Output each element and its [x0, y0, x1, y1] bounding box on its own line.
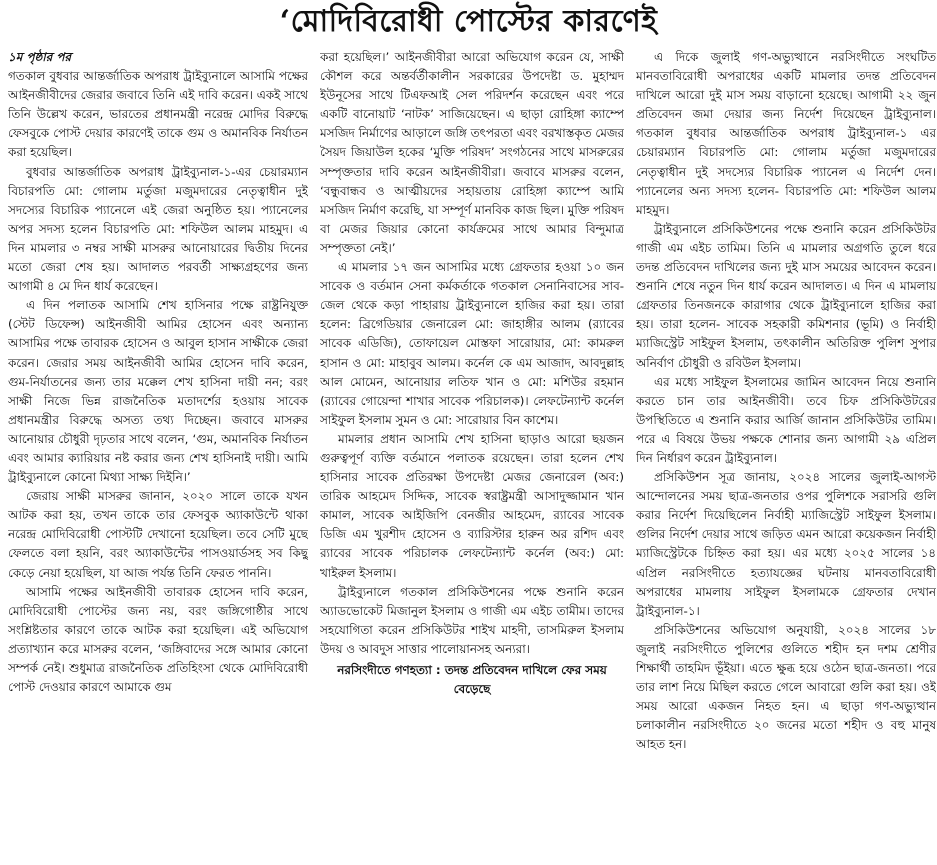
paragraph: এর মধ্যে সাইফুল ইসলামের জামিন আবেদন নিয়ে শুনানি করতে চান তার আইনজীবী। তবে চিফ প্রসিকিউটরের উপস্থিতিতে এ শুনানি করার আর্জি জানান প্রসিকিউটর তামিম। পরে এ বিষয়ে উভয় পক্ষকে শোনার জন্য আগামী ২৯ এপ্রিল দিন নির্ধারণ করেন ট্রাইব্যুনাল।: [636, 374, 936, 465]
paragraph: ট্রাইব্যুনালে প্রসিকিউশনের পক্ষে শুনানি করেন প্রসিকিউটর গাজী এম এইচ তামিম। তিনি এ মামলার অগ্রগতি তুলে ধরে তদন্ত প্রতিবেদন দাখিলের জন্য দুই মাস সময়ের আবেদন করেন। শুনানি শেষে নতুন দিন ধার্য করেন আদালত। এ দিন এ মামলায় গ্রেফতার তিনজনকে কারাগার থেকে ট্রাইব্যুনালে হাজির করা হয়। তারা হলেন- সাবেক সহকারী কমিশনার (ভূমি) ও নির্বাহী ম্যাজিস্ট্রেট সাইফুল ইসলাম, তৎকালীন অতিরিক্ত পুলিশ সুপার অনির্বাণ চৌধুরী ও রবিউল ইসলাম।: [636, 221, 936, 370]
paragraph: ট্রাইব্যুনালে গতকাল প্রসিকিউশনের পক্ষে শুনানি করেন অ্যাডভোকেট মিজানুল ইসলাম ও গাজী এম এইচ তামীম। তাদের সহযোগিতা করেন প্রসিকিউটর শাইখ মাহদী, তাসমিরুল ইসলাম উদয় ও আবদুস সাত্তার পালোয়ানসহ অন্যরা।: [320, 584, 624, 656]
paragraph: এ দিকে জুলাই গণ-অভ্যুত্থানে নরসিংদীতে সংঘটিত মানবতাবিরোধী অপরাধের একটি মামলার তদন্ত প্রতিবেদন দাখিলে আরো দুই মাস সময় বাড়ানো হয়েছে। আগামী ২২ জুন প্রতিবেদন জমা দেয়ার জন্য নির্দেশ দিয়েছেন ট্রাইব্যুনাল। গতকাল বুধবার আন্তর্জাতিক অপরাধ ট্রাইব্যুনাল-১ এর চেয়ারম্যান বিচারপতি মো: গোলাম মর্তুজা মজুমদারের নেতৃত্বাধীন দুই সদস্যের বিচারিক প্যানেল এ নির্দেশ দেন। প্যানেলের অন্য সদস্য হলেন- বিচারপতি মো: শফিউল আলম মাহমুদ।: [636, 50, 936, 217]
paragraph: এ দিন পলাতক আসামি শেখ হাসিনার পক্ষে রাষ্ট্রনিযুক্ত (স্টেট ডিফেন্স) আইনজীবী আমির হোসেন এবং অন্যান্য আসামির পক্ষে তাবারক হোসেন ও আবুল হাসান সাক্ষীকে জেরা করেন। জেরার সময় আইনজীবী আমির হোসেন দাবি করেন, গুম-নির্যাতনের জন্য তার মক্কেল শেখ হাসিনা দায়ী নন; বরং সাক্ষী নিজে ভিন্ন রাজনৈতিক মতাদর্শের হওয়ায় সাবেক প্রধানমন্ত্রীর বিরুদ্ধে অসত্য তথ্য দিচ্ছেন। জবাবে মাসরুর আনোয়ার চৌধুরী দৃঢ়তার সাথে বলেন, ‘গুম, অমানবিক নির্যাতন এবং আমার ক্যারিয়ার নষ্ট করার জন্য শেখ হাসিনাই দায়ী। আমি ট্রাইব্যুনালে কোনো মিথ্যা সাক্ষ্য দিইনি।’: [8, 298, 308, 485]
column-3: [636, 48, 936, 860]
section-subheading: নরসিংদীতে গণহত্যা : তদন্ত প্রতিবেদন দাখিলে ফের সময় বেড়েছে: [337, 663, 607, 697]
paragraph: করা হয়েছিল।’ আইনজীবীরা আরো অভিযোগ করেন যে, সাক্ষী কৌশল করে অন্তর্বর্তীকালীন সরকারের উপদেষ্টা ড. মুহাম্মদ ইউনূসের সাথে টিএফআই সেল পরিদর্শন করেছেন এবং পরে একটি বানোয়াট ‘নাটক’ সাজিয়েছেন। এ ছাড়া রোহিঙ্গা ক্যাম্পে মসজিদ নির্মাণের আড়ালে জঙ্গি তৎপরতা এবং বরখাস্তকৃত মেজর সৈয়দ জিয়াউল হকের ‘মুক্তি পরিষদ’ সংগঠনের সাথে মাসরুরের সম্পৃক্ততার দাবি করেন আইনজীবীরা। জবাবে মাসরুর বলেন, ‘বন্ধুবান্ধব ও আত্মীয়দের সহায়তায় রোহিঙ্গা ক্যাম্পে আমি মসজিদ নির্মাণ করেছি, যা সম্পূর্ণ মানবিক কাজ ছিল। মুক্তি পরিষদ বা মেজর জিয়ার কোনো কার্যক্রমের সাথে আমার বিন্দুমাত্র সম্পৃক্ততা নেই।’: [320, 50, 624, 255]
article-columns: [6, 48, 936, 860]
paragraph: প্রসিকিউশনের অভিযোগ অনুযায়ী, ২০২৪ সালের ১৮ জুলাই নরসিংদীতে পুলিশের গুলিতে শহীদ হন দশম শ্রেণীর শিক্ষার্থী তাহমিদ ভূঁইয়া। এতে ক্ষুব্ধ হয়ে ওঠেন ছাত্র-জনতা। পরে তার লাশ নিয়ে মিছিল করতে গেলে আবারো গুলি করা হয়। ওই সময় আরো একজন নিহত হন। এ ছাড়া গণ-অভ্যুত্থান চলাকালীন নরসিংদীতে ২০ জনের মতো শহীদ ও বহু মানুষ আহত হন।: [636, 622, 936, 752]
paragraph: জেরায় সাক্ষী মাসরুর জানান, ২০২০ সালে তাকে যখন আটক করা হয়, তখন তাকে তার ফেসবুক অ্যাকাউন্টে থাকা নরেন্দ্র মোদিবিরোধী পোস্টটি দেখানো হয়েছিল। তবে সেটি মুছে ফেলতে বলা হয়নি, বরং অ্যাকাউন্টের পাসওয়ার্ডসহ সব কিছু কেড়ে নেয়া হয়েছিল, যা আজ পর্যন্ত তিনি ফেরত পাননি।: [8, 489, 308, 580]
paragraph: এ মামলার ১৭ জন আসামির মধ্যে গ্রেফতার হওয়া ১০ জন সাবেক ও বর্তমান সেনা কর্মকর্তাকে গতকাল সেনানিবাসের সাব-জেল থেকে কড়া পাহারায় ট্রাইব্যুনালে হাজির করা হয়। তারা হলেন: ব্রিগেডিয়ার জেনারেল মো: জাহাঙ্গীর আলম (র‍্যাবের সাবেক এডিজি), তোফায়েল মোস্তফা সারোয়ার, মো: কামরুল হাসান ও মো: মাহাবুব আলম। কর্নেল কে এম আজাদ, আবদুল্লাহ আল মোমেন, আনোয়ার লতিফ খান ও মো: মশিউর রহমান (র‍্যাবের গোয়েন্দা শাখার সাবেক পরিচালক)। লেফটেন্যান্ট কর্নেল সাইফুল ইসলাম সুমন ও মো: সারোয়ার বিন কাশেম।: [320, 260, 624, 427]
paragraph: প্রসিকিউশন সূত্র জানায়, ২০২৪ সালের জুলাই-আগস্ট আন্দোলনের সময় ছাত্র-জনতার ওপর পুলিশকে সরাসরি গুলি করার নির্দেশ দিয়েছিলেন নির্বাহী ম্যাজিস্ট্রেট সাইফুল ইসলাম। গুলির নির্দেশ দেয়ার সাথে জড়িত এমন আরো কয়েকজন নির্বাহী ম্যাজিস্ট্রেটকে চিহ্নিত করা হয়। এর মধ্যে ২০২৫ সালের ১৪ এপ্রিল নরসিংদীতে হত্যাযজ্ঞের ঘটনায় মানবতাবিরোধী অপরাধের মামলায় সাইফুল ইসলামকে গ্রেফতার দেখান ট্রাইব্যুনাল-১।: [636, 470, 936, 618]
column-2: [320, 48, 624, 860]
paragraph: গতকাল বুধবার আন্তর্জাতিক অপরাধ ট্রাইব্যুনালে আসামি পক্ষের আইনজীবীদের জেরার জবাবে তিনি এই দাবি করেন। একই সাথে তিনি উল্লেখ করেন, ভারতের প্রধানমন্ত্রী নরেন্দ্র মোদির বিরুদ্ধে ফেসবুকে পোস্ট দেয়ার কারণেই তাকে গুম ও অমানবিক নির্যাতন করা হয়েছিল।: [8, 69, 308, 160]
paragraph: আসামি পক্ষের আইনজীবী তাবারক হোসেন দাবি করেন, মোদিবিরোধী পোস্টের জন্য নয়, বরং জঙ্গিগোষ্ঠীর সাথে সংশ্লিষ্টতার কারণে তাকে আটক করা হয়েছিল। এই অভিযোগ প্রত্যাখ্যান করে মাসরুর বলেন, ‘জঙ্গিবাদের সঙ্গে আমার কোনো সম্পর্ক নেই। শুধুমাত্র রাজনৈতিক প্রতিহিংসা থেকে মোদিবিরোধী পোস্ট দেওয়ার কারণে আমাকে গুম: [8, 584, 308, 695]
paragraph: মামলার প্রধান আসামি শেখ হাসিনা ছাড়াও আরো ছয়জন গুরুত্বপূর্ণ ব্যক্তি বর্তমানে পলাতক রয়েছেন। তারা হলেন শেখ হাসিনার সাবেক প্রতিরক্ষা উপদেষ্টা মেজর জেনারেল (অব:) তারিক আহমেদ সিদ্দিক, সাবেক স্বরাষ্ট্রমন্ত্রী আসাদুজ্জামান খান কামাল, সাবেক আইজিপি বেনজীর আহমেদ, র‍্যাবের সাবেক ডিজি এম খুরশীদ হোসেন ও ব্যারিস্টার হারুন অর রশিদ এবং র‍্যাবের সাবেক পরিচালক লেফটেন্যান্ট কর্নেল (অব:) মো: খাইরুল ইসলাম।: [320, 431, 624, 580]
column-1: [8, 48, 308, 860]
paragraph: বুধবার আন্তর্জাতিক অপরাধ ট্রাইব্যুনাল-১-এর চেয়ারম্যান বিচারপতি মো: গোলাম মর্তুজা মজুমদারের নেতৃত্বাধীন দুই সদস্যের বিচারিক প্যানেলে এই জেরা অনুষ্ঠিত হয়। প্যানেলের অপর সদস্য হলেন বিচারপতি মো: শফিউল আলম মাহমুদ। এ দিন মামলার ৩ নম্বর সাক্ষী মাসরুর আনোয়ারের দ্বিতীয় দিনের মতো জেরা শেষ হয়। আদালত পরবর্তী সাক্ষ্যগ্রহণের জন্য আগামী ৪ মে দিন ধার্য করেছেন।: [8, 164, 308, 294]
headline: ‘মোদিবিরোধী পোস্টের কারণেই: [279, 4, 658, 39]
continued-label: ১ম পৃষ্ঠার পর: [8, 50, 72, 64]
